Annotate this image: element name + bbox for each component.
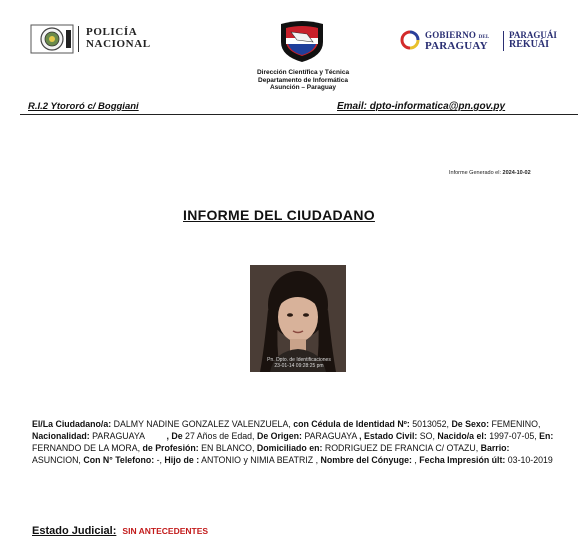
department-line2: Departamento de Informática [258, 76, 348, 84]
gobierno-paraguay-icon [399, 30, 421, 50]
value-barrio: ASUNCION, [32, 455, 81, 465]
rekuai-line1: PARAGUÁI [509, 30, 557, 40]
department-line1: Dirección Científica y Técnica [256, 69, 350, 76]
label-domicilio: Domiciliado en: [256, 443, 323, 453]
label-hijo: Hijo de : [164, 455, 200, 465]
label-cedula: con Cédula de Identidad Nº: [293, 419, 410, 429]
paraguai-rekuai-text [509, 31, 557, 49]
label-nacionalidad: Nacionalidad: [32, 431, 90, 441]
value-nacionalidad: PARAGUAYA [92, 431, 145, 441]
label-nacido: Nacido/a el: [437, 431, 487, 441]
police-name-line2: NACIONAL [86, 38, 151, 50]
gobierno-line1: GOBIERNO [425, 30, 477, 40]
photo-caption-line1: Pn. Dpto. de Identificaciones [267, 357, 331, 363]
label-de: , De [166, 431, 183, 441]
value-edad: 27 Años de Edad, [185, 431, 255, 441]
value-origen: PARAGUAYA [304, 431, 357, 441]
gobierno-line2: PARAGUAY [425, 40, 488, 52]
value-nacido: 1997-07-05, [489, 431, 537, 441]
label-conyuge: Nombre del Cónyuge: [320, 455, 412, 465]
value-cedula: 5013052, [412, 419, 449, 429]
email-link[interactable]: Email: dpto-informatica@pn.gov.py [337, 101, 506, 112]
value-en: FERNANDO DE LA MORA, [32, 443, 141, 453]
estado-judicial-value: SIN ANTECEDENTES [122, 526, 209, 536]
department-line3: Asunción – Paraguay [269, 84, 337, 91]
label-telefono: Con N° Telefono: [83, 455, 155, 465]
value-sexo: FEMENINO, [491, 419, 541, 429]
rekuai-line2: REKUÁI [509, 39, 550, 50]
generated-date [449, 170, 531, 176]
label-estado-civil: , Estado Civil: [359, 431, 418, 441]
gobierno-paraguay-text [425, 31, 489, 51]
police-name-line1: POLICÍA [86, 26, 138, 38]
value-conyuge: , [414, 455, 417, 465]
value-ciudadano: DALMY NADINE GONZALEZ VALENZUELA, [113, 419, 291, 429]
police-emblem-logo [277, 20, 327, 64]
value-hijo: ANTONIO y NIMIA BEATRIZ , [201, 455, 319, 465]
photo-caption [258, 357, 340, 369]
value-telefono: -, [156, 455, 162, 465]
citizen-photo [250, 265, 346, 372]
header-rule [20, 114, 578, 115]
estado-judicial-label: Estado Judicial: [32, 525, 117, 537]
gobierno-del: DEL [478, 35, 490, 40]
label-en: En: [539, 431, 554, 441]
police-name [86, 26, 151, 50]
department-block [200, 69, 406, 92]
citizen-details [32, 418, 560, 466]
portrait-image [250, 265, 346, 372]
police-seal-logo [30, 24, 74, 54]
address-text: R.I.2 Ytororó c/ Boggiani [28, 101, 139, 112]
document-title: INFORME DEL CIUDADANO [183, 207, 375, 223]
value-impresion: 03-10-2019 [507, 455, 553, 465]
label-impresion: Fecha Impresión últ: [419, 455, 506, 465]
value-profesion: EN BLANCO, [201, 443, 255, 453]
gobierno-divider [503, 31, 504, 51]
generated-value: 2024-10-02 [502, 170, 531, 176]
photo-caption-line2: 23-01-14 09:28:25 pm [274, 363, 324, 369]
value-domicilio: RODRIGUEZ DE FRANCIA C/ OTAZU, [324, 443, 479, 453]
label-origen: De Origen: [256, 431, 302, 441]
header-divider [78, 26, 79, 52]
label-ciudadano: El/La Ciudadano/a: [32, 419, 112, 429]
label-profesion: de Profesión: [142, 443, 199, 453]
estado-judicial [32, 525, 208, 537]
label-barrio: Barrio: [480, 443, 510, 453]
value-estado-civil: SO, [419, 431, 435, 441]
generated-label: Informe Generado el: [449, 170, 501, 176]
label-sexo: De Sexo: [451, 419, 490, 429]
